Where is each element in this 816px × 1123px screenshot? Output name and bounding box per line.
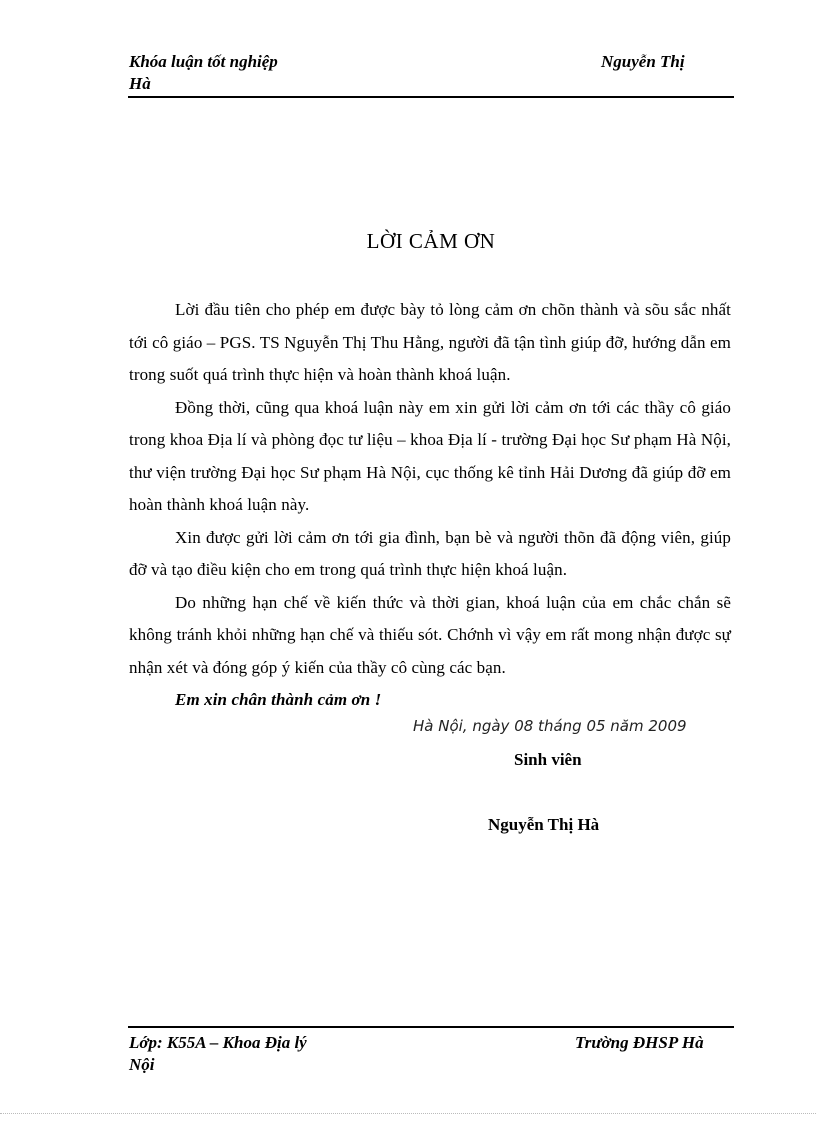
- page-bottom-dotted-edge: [0, 1113, 816, 1114]
- paragraph-1: Lời đầu tiên cho phép em được bày tỏ lòng cảm ơn chõn thành và sõu sắc nhất tới cô giáo – PGS. TS Nguyễn Thị Thu Hằng, người đã tận tình giúp đỡ, hướng dẫn em trong suốt quá trình thực hiện và hoàn thành khoá luận.: [129, 300, 731, 384]
- paragraph-4: Do những hạn chế về kiến thức và thời gian, khoá luận của em chắc chắn sẽ không tránh khỏi những hạn chế và thiếu sót. Chớnh vì vậy em rất mong nhận được sự nhận xét và đóng góp ý kiến của thầy cô cùng các bạn.: [129, 592, 731, 677]
- acknowledgement-body: [129, 294, 731, 717]
- closing-line: Em xin chân thành cảm ơn !: [175, 690, 382, 709]
- date-line: Hà Nội, ngày 08 tháng 05 năm 2009: [413, 717, 687, 735]
- footer-rule: [128, 1026, 734, 1028]
- header-left-text: Khóa luận tốt nghiệp: [129, 52, 278, 71]
- signer-role: Sinh viên: [514, 750, 582, 769]
- paragraph-2: Đồng thời, cũng qua khoá luận này em xin gửi lời cảm ơn tới các thầy cô giáo trong khoa Địa lí và phòng đọc tư liệu – khoa Địa lí - trường Đại học Sư phạm Hà Nội, thư viện trường Đại học Sư phạm Hà Nội, cục thống kê tỉnh Hải Dương đã giúp đỡ em hoàn thành khoá luận này.: [129, 397, 731, 514]
- footer-left-wrap: Nội: [129, 1055, 155, 1074]
- header-left: [129, 51, 389, 95]
- header-right: Nguyễn Thị: [601, 52, 685, 71]
- header-rule: [128, 96, 734, 98]
- footer-right: Trường ĐHSP Hà: [575, 1033, 704, 1052]
- header-left-wrap: Hà: [129, 74, 151, 93]
- paragraph-3: Xin được gửi lời cảm ơn tới gia đình, bạn bè và người thõn đã động viên, giúp đỡ và tạo điều kiện cho em trong quá trình thực hiện khoá luận.: [129, 527, 731, 579]
- signer-name: Nguyễn Thị Hà: [488, 815, 600, 834]
- page-title: LỜI CẢM ƠN: [366, 229, 496, 253]
- footer-left: [129, 1032, 389, 1076]
- footer-left-text: Lớp: K55A – Khoa Địa lý: [129, 1033, 307, 1052]
